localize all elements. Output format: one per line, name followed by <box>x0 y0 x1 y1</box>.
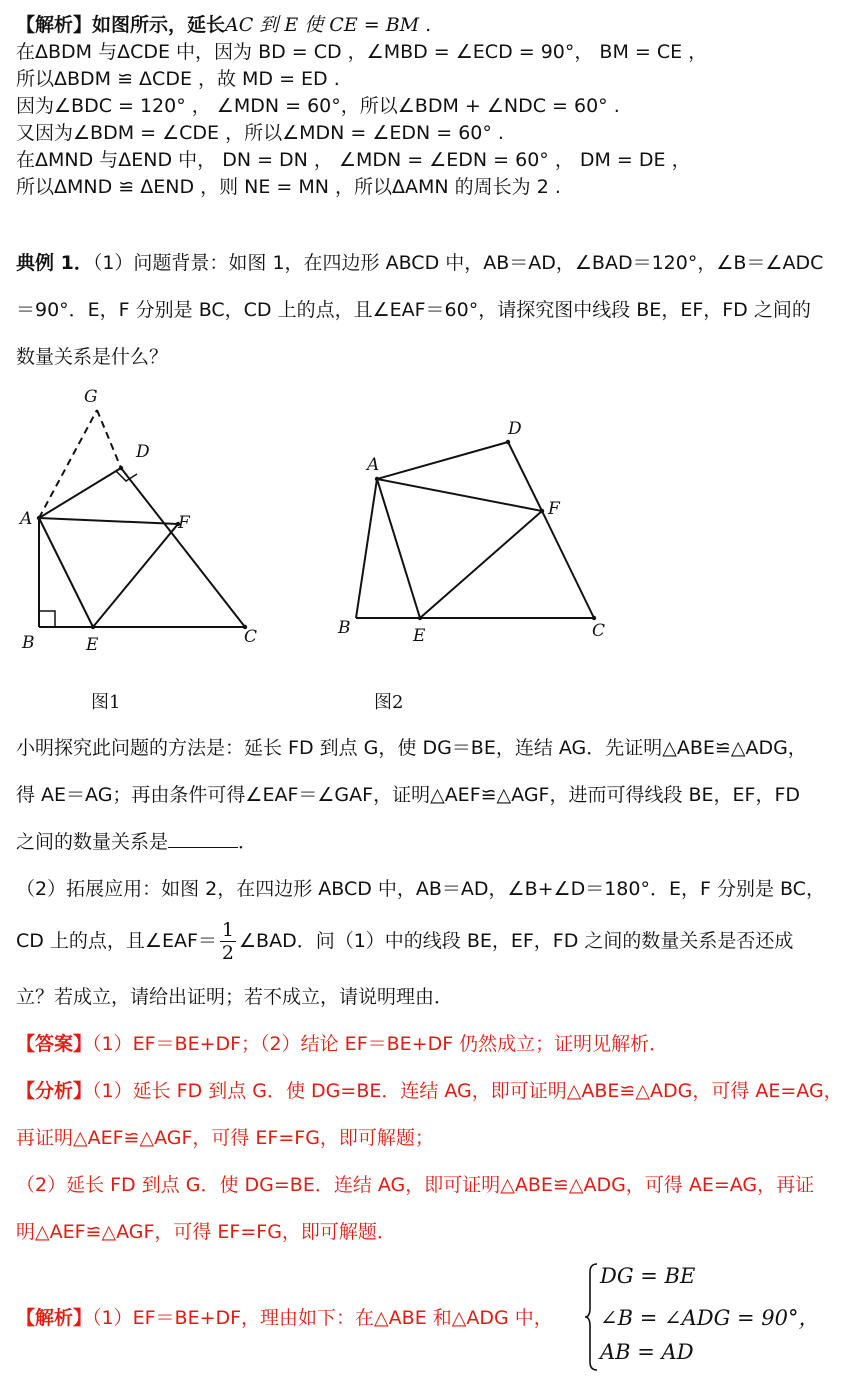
answer-text: （1）EF＝BE+DF；（2）结论 EF＝BE+DF 仍然成立；证明见解析． <box>92 1033 669 1055</box>
fig2-point-E <box>418 616 422 620</box>
method-line-1: 小明探究此问题的方法是：延长 FD 到点 G，使 DG＝BE，连结 AG．先证明△ABE≌△ADG， <box>16 737 807 759</box>
fig1-seg-EF <box>93 524 178 627</box>
method-line-3-text: 之间的数量关系是 <box>16 831 169 853</box>
fig2-label-B: B <box>338 618 351 638</box>
fig1-label-E: E <box>86 635 99 655</box>
fig2-point-D <box>506 440 510 444</box>
example-label: 典例 1． <box>16 252 93 274</box>
fig1-seg-DC <box>121 468 245 627</box>
jiexi-line <box>16 1305 553 1331</box>
fenxi-line-2: 再证明△AEF≌△AGF，可得 EF=FG，即可解题； <box>16 1127 434 1149</box>
jiexi-tag: 【解析】 <box>16 1307 93 1329</box>
answer-blank[interactable] <box>168 829 238 848</box>
analysis-line-5: 又因为∠BDM = ∠CDE ，所以∠MDN = ∠EDN = 60° . <box>16 122 504 144</box>
fig2-label-E: E <box>413 626 426 646</box>
equation-system <box>584 1262 824 1372</box>
figure-2-caption: 图2 <box>374 692 404 713</box>
analysis-heading: 【解析】如图所示，延长 <box>16 14 226 36</box>
analysis-line-2: 在ΔBDM 与ΔCDE 中，因为 BD = CD ，∠MBD = ∠ECD = 90°， BM = CE ， <box>16 41 708 63</box>
fig1-seg-GD-dashed <box>97 410 121 468</box>
example-line-1 <box>16 250 823 276</box>
fraction-numerator: 1 <box>221 919 234 941</box>
figure-1-caption: 图1 <box>91 692 121 713</box>
fraction-denominator: 2 <box>221 942 234 964</box>
fig2-label-A: A <box>367 455 380 475</box>
fig2-point-C <box>592 616 596 620</box>
analysis-line-4: 因为∠BDC = 120° ， ∠MDN = 60°，所以∠BDM + ∠NDC = 60° . <box>16 95 620 117</box>
fig2-point-F <box>540 509 544 513</box>
fig1-label-D: D <box>136 442 150 462</box>
fig2-label-F: F <box>548 499 560 519</box>
fig1-point-E <box>91 625 95 629</box>
method-line-3-end: ． <box>238 831 258 853</box>
q2-line-2 <box>16 917 793 965</box>
fig1-label-G: G <box>84 387 98 407</box>
fenxi-tag: 【分析】 <box>16 1080 93 1102</box>
fig1-label-B: B <box>22 633 35 653</box>
q2-line-1: （2）拓展应用：如图 2，在四边形 ABCD 中，AB＝AD，∠B+∠D＝180°．E，F 分别是 BC， <box>16 878 825 900</box>
fig2-seg-AE <box>377 479 420 618</box>
figure-1 <box>0 380 300 670</box>
fig2-label-C: C <box>592 621 606 641</box>
fig1-label-C: C <box>244 627 258 647</box>
fenxi-line-4: 明△AEF≌△AGF，可得 EF=FG，即可解题． <box>16 1221 396 1243</box>
method-line-3 <box>16 829 257 855</box>
jiexi-text: （1）EF＝BE+DF，理由如下：在△ABE 和△ADG 中， <box>92 1307 553 1329</box>
fig2-point-A <box>375 477 379 481</box>
answer-line <box>16 1031 668 1057</box>
fig2-seg-AD <box>377 442 508 479</box>
half-fraction <box>220 919 236 964</box>
fig2-seg-DF <box>508 442 542 511</box>
left-brace <box>584 1262 600 1372</box>
fig1-label-A: A <box>20 509 33 529</box>
analysis-line-6: 在ΔMND 与ΔEND 中， DN = DN ， ∠MDN = ∠EDN = 60° ， DM = DE ， <box>16 149 691 171</box>
method-line-2: 得 AE＝AG；再由条件可得∠EAF＝∠GAF，证明△AEF≌△AGF，进而可得线段 BE，EF，FD <box>16 784 801 806</box>
q2-line-3: 立？若成立，请给出证明；若不成立，请说明理由． <box>16 986 454 1008</box>
q2-line-2-start: CD 上的点，且∠EAF＝ <box>16 930 217 952</box>
fig2-label-D: D <box>508 419 522 439</box>
figure-2 <box>320 410 640 660</box>
fig1-seg-AF <box>39 518 178 524</box>
analysis-line-1 <box>16 12 431 38</box>
system-row-1: DG = BE <box>600 1264 696 1288</box>
q1-line-2: ＝90°．E，F 分别是 BC，CD 上的点，且∠EAF＝60°，请探究图中线段 BE，EF，FD 之间的 <box>16 299 811 321</box>
fig2-seg-AB <box>356 479 377 618</box>
fig2-seg-AF <box>377 479 542 511</box>
fenxi-line-1 <box>16 1078 843 1104</box>
fig1-label-F: F <box>178 513 190 533</box>
fig2-seg-EF <box>420 511 542 618</box>
analysis-line-7: 所以ΔMND ≌ ΔEND ，则 NE = MN ，所以ΔAMN 的周长为 2 . <box>16 176 561 198</box>
fig1-point-D <box>119 466 123 470</box>
fenxi-line-3: （2）延长 FD 到点 G．使 DG=BE．连结 AG，即可证明△ABE≌△ADG，可得 AE=AG，再证 <box>16 1174 815 1196</box>
analysis-line-1-math: AC 到 E 使 CE = BM . <box>225 14 432 36</box>
system-row-3: AB = AD <box>600 1340 694 1364</box>
system-row-2: ∠B = ∠ADG = 90°， <box>600 1306 820 1330</box>
analysis-line-3: 所以ΔBDM ≌ ΔCDE ，故 MD = ED . <box>16 68 340 90</box>
answer-tag: 【答案】 <box>16 1033 93 1055</box>
fig2-seg-FC <box>542 511 594 618</box>
q1-line-3: 数量关系是什么？ <box>16 346 169 368</box>
fig1-right-angle-B <box>39 611 55 627</box>
q2-line-2-end: ∠BAD．问（1）中的线段 BE，EF，FD 之间的数量关系是否还成 <box>239 930 794 952</box>
q1-line-1: （1）问题背景：如图 1，在四边形 ABCD 中，AB＝AD，∠BAD＝120°，∠B＝∠ADC <box>92 252 824 274</box>
fenxi-text-1: （1）延长 FD 到点 G．使 DG=BE．连结 AG，即可证明△ABE≌△ADG，可得 AE=AG， <box>92 1080 843 1102</box>
fig1-seg-AG-dashed <box>39 410 97 518</box>
fig1-point-A <box>37 516 41 520</box>
